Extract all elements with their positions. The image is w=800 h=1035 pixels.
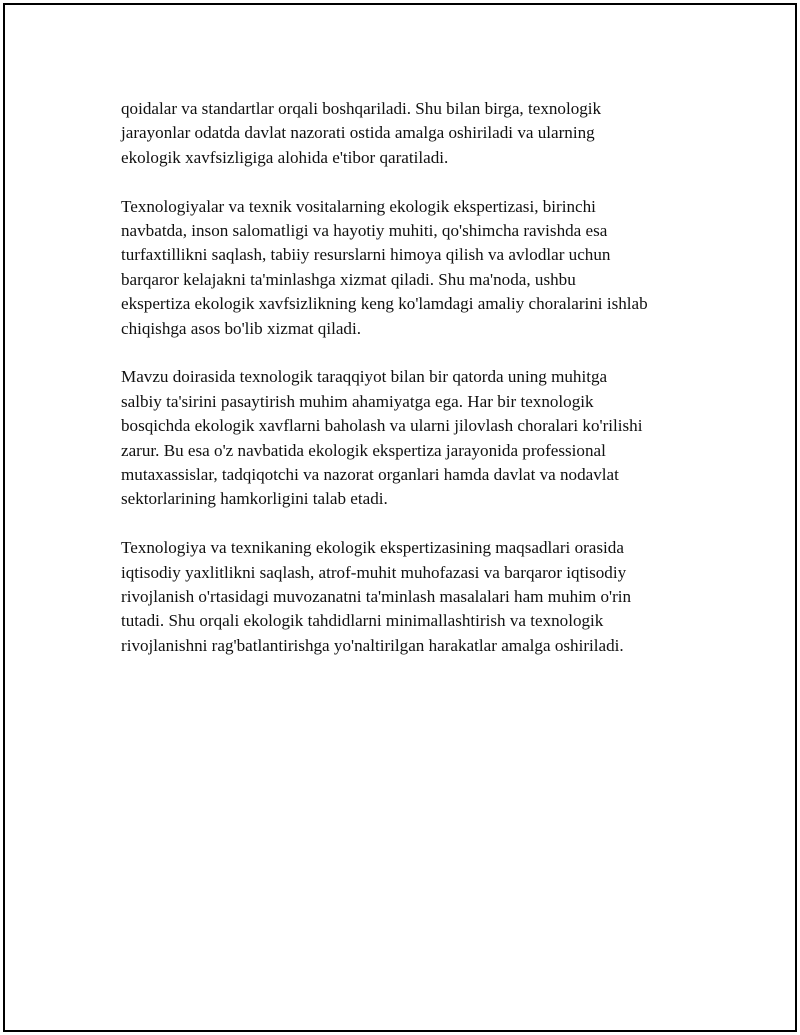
paragraph-1 (121, 97, 696, 170)
paragraph-2 (121, 195, 696, 341)
paragraph-line: Texnologiyalar va texnik vositalarning ekologik ekspertizasi, birinchi (121, 196, 596, 216)
paragraph-line: navbatda, inson salomatligi va hayotiy muhiti, qo'shimcha ravishda esa (121, 221, 608, 241)
page-frame (3, 3, 797, 1032)
paragraph-line: tutadi. Shu orqali ekologik tahdidlarni minimallashtirish va texnologik (121, 611, 604, 631)
paragraph-line: jarayonlar odatda davlat nazorati ostida amalga oshiriladi va ularning (121, 123, 595, 143)
paragraph-3 (121, 365, 696, 511)
paragraph-line: bosqichda ekologik xavflarni baholash va ularni jilovlash choralari ko'rilishi (121, 416, 643, 436)
paragraph-line: qoidalar va standartlar orqali boshqariladi. Shu bilan birga, texnologik (121, 99, 602, 118)
paragraph-line: ekspertiza ekologik xavfsizlikning keng ko'lamdagi amaliy choralarini ishlab (121, 294, 648, 314)
paragraph-line: barqaror kelajakni ta'minlashga xizmat qiladi. Shu ma'noda, ushbu (121, 269, 576, 289)
paragraph-line: ekologik xavfsizligiga alohida e'tibor qaratiladi. (121, 147, 449, 167)
paragraph-line: chiqishga asos bo'lib xizmat qiladi. (121, 318, 361, 338)
document-body (121, 97, 696, 683)
paragraph-line: sektorlarining hamkorligini talab etadi. (121, 489, 388, 509)
paragraph-line: iqtisodiy yaxlitlikni saqlash, atrof-muhit muhofazasi va barqaror iqtisodiy (121, 562, 627, 582)
paragraph-line: Texnologiya va texnikaning ekologik ekspertizasining maqsadlari orasida (121, 538, 624, 558)
paragraph-line: mutaxassislar, tadqiqotchi va nazorat organlari hamda davlat va nodavlat (121, 465, 619, 485)
paragraph-line: rivojlanishni rag'batlantirishga yo'naltirilgan harakatlar amalga oshiriladi. (121, 635, 624, 655)
paragraph-line: salbiy ta'sirini pasaytirish muhim ahamiyatga ega. Har bir texnologik (121, 391, 594, 411)
paragraph-line: rivojlanish o'rtasidagi muvozanatni ta'minlash masalalari ham muhim o'rin (121, 587, 632, 607)
paragraph-line: turfaxtillikni saqlash, tabiiy resurslarni himoya qilish va avlodlar uchun (121, 245, 611, 265)
paragraph-line: Mavzu doirasida texnologik taraqqiyot bilan bir qatorda uning muhitga (121, 367, 608, 387)
paragraph-line: zarur. Bu esa o'z navbatida ekologik ekspertiza jarayonida professional (121, 440, 606, 460)
paragraph-4 (121, 536, 696, 658)
